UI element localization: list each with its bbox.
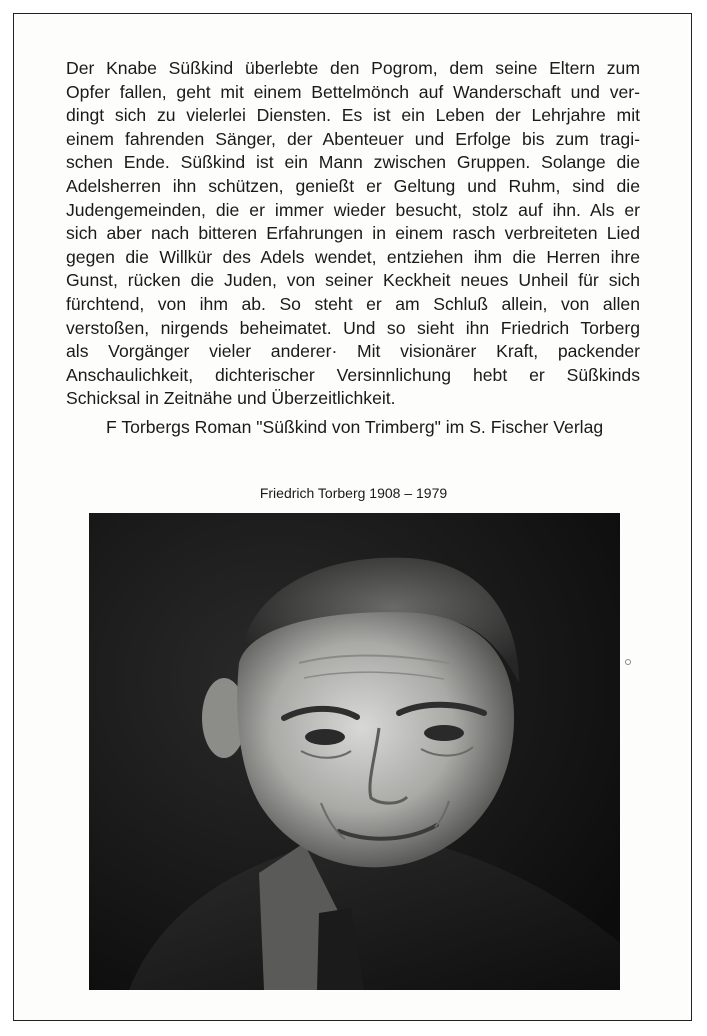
book-credit: F Torbergs Roman "Süßkind von Trimberg" im S. Fischer Verlag	[106, 417, 604, 437]
photo-caption: Friedrich Torberg 1908 – 1979	[259, 485, 448, 501]
body-line: als Vorgänger vieler anderer· Mit visionärer Kraft, packender	[66, 341, 640, 362]
body-line: Judengemeinden, die er immer wieder besucht, stolz auf ihn. Als er	[66, 199, 640, 220]
body-line: Opfer fallen, geht mit einem Bettelmönch auf Wanderschaft und ver-	[66, 81, 640, 102]
body-line: Anschaulichkeit, dichterischer Versinnlichung hebt er Süßkinds	[66, 364, 640, 385]
body-line: schen Ende. Süßkind ist ein Mann zwischen Gruppen. Solange die	[66, 152, 640, 173]
body-line: verstoßen, nirgends beheimatet. Und so sieht ihn Friedrich Torberg	[66, 317, 640, 338]
body-line: Der Knabe Süßkind überlebte den Pogrom, dem seine Eltern zum	[66, 58, 640, 78]
body-line: Adelsherren ihn schützen, genießt er Geltung und Ruhm, sind die	[66, 175, 640, 196]
body-paragraph	[66, 57, 640, 411]
portrait-illustration	[89, 513, 620, 990]
portrait-photo	[89, 513, 620, 990]
body-line: Gunst, rücken die Juden, von seiner Keckheit neues Unheil für sich	[66, 270, 640, 291]
body-line: Schicksal in Zeitnähe und Überzeitlichkeit.	[66, 388, 396, 409]
paper-speck	[625, 659, 631, 665]
body-line: einem fahrenden Sänger, der Abenteuer und Erfolge bis zum tragi-	[66, 128, 640, 149]
body-line: sich aber nach bitteren Erfahrungen in einem rasch verbreiteten Lied	[66, 223, 640, 244]
body-line: dingt sich zu vielerlei Diensten. Es ist ein Leben der Lehrjahre mit	[66, 105, 640, 126]
body-line: gegen die Willkür des Adels wendet, entziehen ihm die Herren ihre	[66, 246, 640, 267]
body-line: fürchtend, von ihm ab. So steht er am Schluß allein, von allen	[66, 293, 640, 314]
